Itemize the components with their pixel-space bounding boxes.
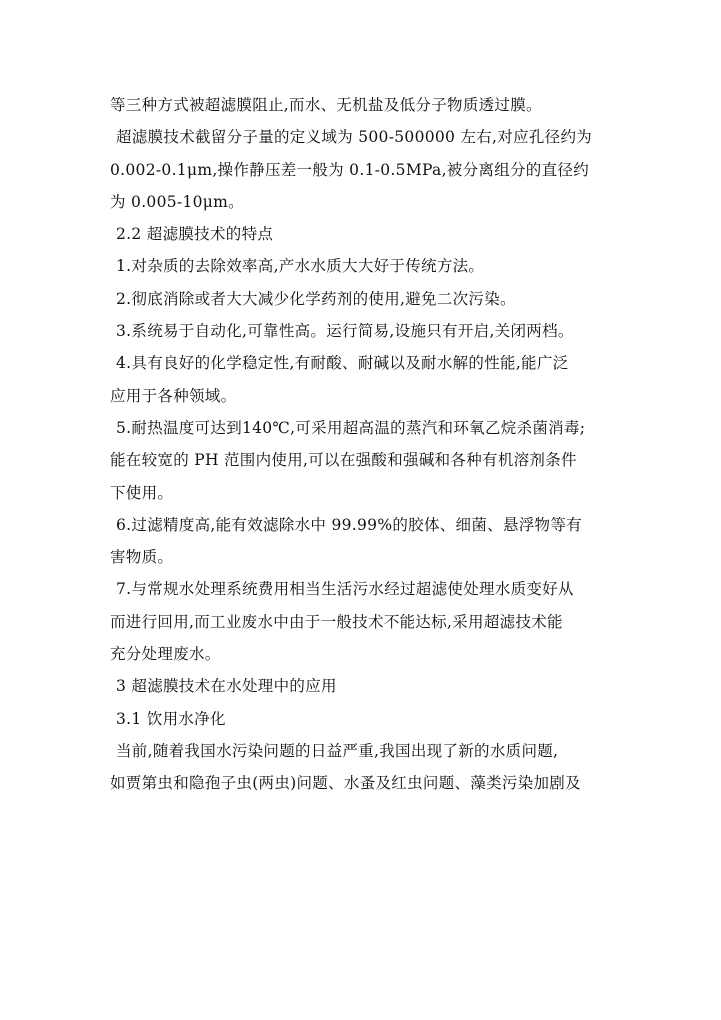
list-item: 1.对杂质的去除效率高,产水水质大大好于传统方法。	[116, 257, 485, 276]
text-line: 当前,随着我国水污染问题的日益严重,我国出现了新的水质问题,	[116, 741, 559, 760]
list-item: 6.过滤精度高,能有效滤除水中 99.99%的胶体、细菌、悬浮物等有	[116, 515, 582, 534]
text-line: 充分处理废水。	[110, 645, 221, 664]
section-heading: 3 超滤膜技术在水处理中的应用	[116, 677, 337, 696]
section-heading: 2.2 超滤膜技术的特点	[116, 225, 274, 244]
list-item: 3.系统易于自动化,可靠性高。运行简易,设施只有开启,关闭两档。	[116, 322, 574, 341]
text-line: 0.002-0.1μm,操作静压差一般为 0.1-0.5MPa,被分离组分的直径约	[110, 160, 589, 179]
text-line: 应用于各种领域。	[110, 386, 237, 405]
text-line: 超滤膜技术截留分子量的定义域为 500-500000 左右,对应孔径约为	[116, 128, 593, 147]
text-line: 为 0.005-10μm。	[110, 192, 244, 211]
document-body	[110, 93, 625, 804]
text-line: 能在较宽的 PH 范围内使用,可以在强酸和强碱和各种有机溶剂条件	[110, 451, 577, 470]
subsection-heading: 3.1 饮用水净化	[116, 709, 226, 728]
text-line: 下使用。	[110, 483, 174, 502]
text-line: 如贾第虫和隐孢子虫(两虫)问题、水蚤及红虫问题、藻类污染加剧及	[110, 774, 581, 793]
list-item: 4.具有良好的化学稳定性,有耐酸、耐碱以及耐水解的性能,能广泛	[116, 354, 569, 373]
text-line: 害物质。	[110, 548, 174, 567]
list-item: 2.彻底消除或者大大减少化学药剂的使用,避免二次污染。	[116, 289, 516, 308]
text-line: 等三种方式被超滤膜阻止,而水、无机盐及低分子物质透过膜。	[110, 96, 542, 114]
text-line: 而进行回用,而工业废水中由于一般技术不能达标,采用超滤技术能	[110, 612, 563, 631]
list-item: 7.与常规水处理系统费用相当生活污水经过超滤使处理水质变好从	[116, 580, 574, 599]
list-item: 5.耐热温度可达到140℃,可采用超高温的蒸汽和环氧乙烷杀菌消毒;	[116, 418, 586, 437]
